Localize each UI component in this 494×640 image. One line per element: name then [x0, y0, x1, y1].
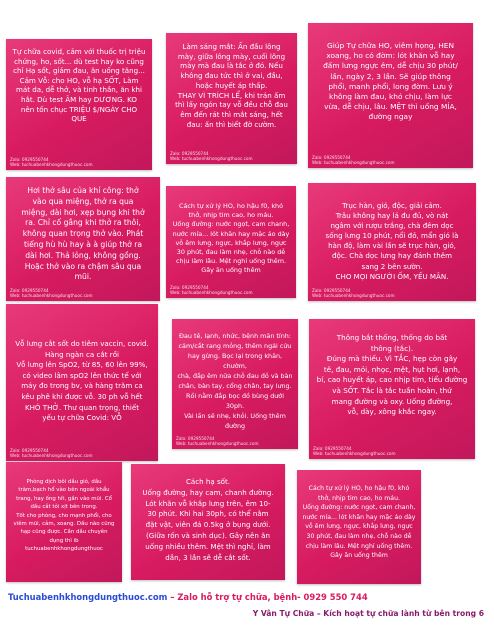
card-text: Phòng dịch bôi dầu gió, dầu tràm,bạch hổ vào bên ngoài khẩu trang, hay ống hít, gần vào mũi. Cổ dầu cắt tỏi xịt bên trong. Tốt cho phòng, cho mạnh phổi, cho viêm mũi, cảm, xoang. Dầu nào cũng hạp cũng được. Cần dầu chuyên dụng thì ib tuchuabenhkhongdungthuoc [13, 479, 115, 553]
card-text: Trục hàn, gió, độc, giải cảm. Trâu không hay lá đu đủ, vò nát ngâm với rượu trắng, chà đêm dọc sống lưng 10 phút, nổi đỏ, mẩn gió là hàn độ, làm vài lần sẽ trục hàn, gió, độc. Chà dọc lưng hay đánh thêm sang 2 bên sườn. CHO MỌI NGƯỜI ỐM, YẾU MÂN. [325, 201, 459, 281]
footer-contact [8, 592, 368, 602]
card-cough-treatment [308, 23, 473, 168]
card-prevention-oil [6, 462, 122, 582]
zalo-support-text: – Zalo hỗ trợ tự chữa, bệnh- 0929 550 744 [167, 592, 368, 602]
card-contact: Zalo: 0929550744 Web: tuchuabenhkhongdungthuoc.com [170, 151, 253, 161]
card-cold-relief [308, 183, 476, 301]
card-contact: Zalo: 0929550744 Web: tuchuabenhkhongdungthuoc.com [10, 288, 93, 298]
card-text: Hơi thở sâu của khí công: thở vào qua miệng, thở ra qua miệng, dài hơi, xẹp bụng khi thở ra. Chỉ cố gắng khi thở ra thôi, không quan trọng thở vào. Phát tiếng hù hù hay à à giúp thở ra dài hơi. Thả lỏng, không gồng. Hoặc thở vào ra chậm sâu qua mũi. [21, 186, 145, 282]
card-contact: Zalo: 0929550744 Web: tuchuabenhkhongdungthuoc.com [313, 446, 396, 456]
card-text: Tự chữa covid, cảm với thuốc trị triệu chứng, ho, sốt... dù test hay ko cũng chỉ Hạ sốt, giảm đau, ăn uống tăng... Cảm Vỗ: cho HO, vỗ hạ SỐT, Làm mát da, dễ thở, và tinh thần, ăn khi hắt. Dù test ÂM hay DƯƠNG. KO nên tốn chục TRIỆU $/NGÀY CHO QUE [12, 47, 146, 124]
card-contact: Zalo: 0929550744 Web: tuchuabenhkhongdungthuoc.com [10, 448, 93, 458]
card-chronic-pain [172, 319, 298, 449]
card-text: Cách hạ sốt. Uống đường, hay cam, chanh đường. Lót khăn vỗ khắp lưng trên, êm 10- 30 phút. Khi hai 30ph, có thể nằm đặt vật, viên đá 0.5kg ở bụng dưới. (Giữa rốn và sinh dục). Gây nên ăn uống nhiều thêm. Mệt thì nghỉ, làm dần, 3 lần sẽ dễ cắt sốt. [142, 477, 274, 562]
card-circulation [309, 319, 475, 459]
card-text: Thông bắt thống, thống do bất thông (tắc). Đúng mà thiếu. Vì TẮC, hẹp còn gây tê, đau, mỏi, nhọc, mệt, hụt hơi, lạnh, bí, cao huyết áp, cao nhịp tim, tiểu đường và SỐT. Tắc là tắc tuần hoàn, thứ mang đường và oxy. Uống đường, vỗ, dày, xông khắc ngay. [316, 333, 468, 417]
footer-slogan: Y Vân Tự Chữa – Kích hoạt tự chữa lành từ bên trong 6 [252, 609, 484, 618]
website-link[interactable]: Tuchuabenhkhongdungthuoc.com [8, 592, 168, 602]
card-breathing [6, 177, 160, 301]
card-cough-self-care-2 [297, 470, 421, 584]
card-contact: Zalo: 0929550744 Web: tuchuabenhkhongdungthuoc.com [312, 288, 395, 298]
card-text: Cách tự xử lý HO, ho hậu f0, khó thở, nhịp tim cao, ho máu. Uống đường: nước ngọt, cam chanh, nước mía... lót khăn hay mặc áo dày vỗ êm lưng, ngực, khắp lưng, ngực 30 phút, đau làm nhẹ, chỗ nào dễ chịu làm lâu. Mệt nghỉ uống thêm. Gây ăn uống thêm [302, 485, 416, 560]
card-text: Giúp Tự chữa HO, viêm họng, HEN xoang, ho có đờm: lót khăn vỗ hay đấm lưng ngực êm, dễ chịu 30 phút/ lần, ngày 2, 3 lần. Sẽ giúp thông phổi, manh phổi, long đờm. Lưu ý không làm đau, khó chịu, làm lực vừa, dễ chịu, lâu. MỆT thì uống MÍA, đường ngay [323, 41, 458, 122]
card-eye-care [166, 33, 297, 164]
card-contact: Zalo: 0929550744 Web: tuchuabenhkhongdungthuoc.com [170, 285, 253, 295]
card-text: Làm sáng mắt: Ấn đầu lông mày, giữa lông mày, cuối lông mày mà đau là tắc ở đó. Nếu không đau tức thì ở vai, đầu, hoặc huyết áp thấp. THAY VÌ TRÍCH LỂ, khi trán ấm thì lấy ngón tay vỗ đều chỗ đau êm đến rát thì mắt sáng, hết đau: ấn thì biết đờ cườm. [175, 42, 288, 129]
card-contact: Zalo: 0929550744 Web: tuchuabenhkhongdungthuoc.com [312, 155, 395, 165]
card-text: Vỗ lưng cắt sốt do tiêm vaccin, covid. Hàng ngàn ca cắt rồi Vỗ lưng lên SpO2, từ 85, 60 lên 99%, có video lâm spO2 lên thức tế với máy đo trong bv, và hàng trăm ca kêu phê khi được vỗ. 30 ph vỗ hết KHÓ THỞ. Thư quan trọng, thiết yếu tự chữa Covid: VỖ [15, 339, 149, 423]
card-contact: Zalo: 0929550744 Web: tuchuabenhkhongdungthuoc.com [10, 157, 93, 167]
card-text: Đau tê, lạnh, nhức, bệnh mãn tính: cảm/cắt rang mỏng, thêm ngải cứu hay gừng. Bọc lại trong khăn, chườm, chà, đắp êm nữa chỗ đau đỏ và bàn chân, bàn tay, cổng chân, tay lưng. Rồi nằm đắp bọc đồ bùng dưới 30ph. Vài lần sẽ nhẹ, khỏi. Uống thêm đường [177, 332, 293, 430]
card-text: Cách tự xử lý HO, ho hậu f0, khó thở, nhịp tim cao, ho máu. Uống đường: nước ngọt, cam chanh, nước mía... lót khăn hay mặc áo dày vỗ êm lưng, ngực, khắp lưng, ngực 30 phút, đau làm nhẹ, chỗ nào dễ chịu làm lâu. Mệt nghỉ uống thêm. Gây ăn uống thêm [172, 202, 290, 275]
card-fever-reduction [131, 464, 285, 580]
card-fever-vaccine [6, 304, 158, 461]
card-covid-self-care [6, 39, 152, 170]
card-cough-self-care [166, 186, 296, 298]
card-contact: Zalo: 0929550744 Web: tuchuabenhkhongdungthuoc.com [176, 436, 259, 446]
